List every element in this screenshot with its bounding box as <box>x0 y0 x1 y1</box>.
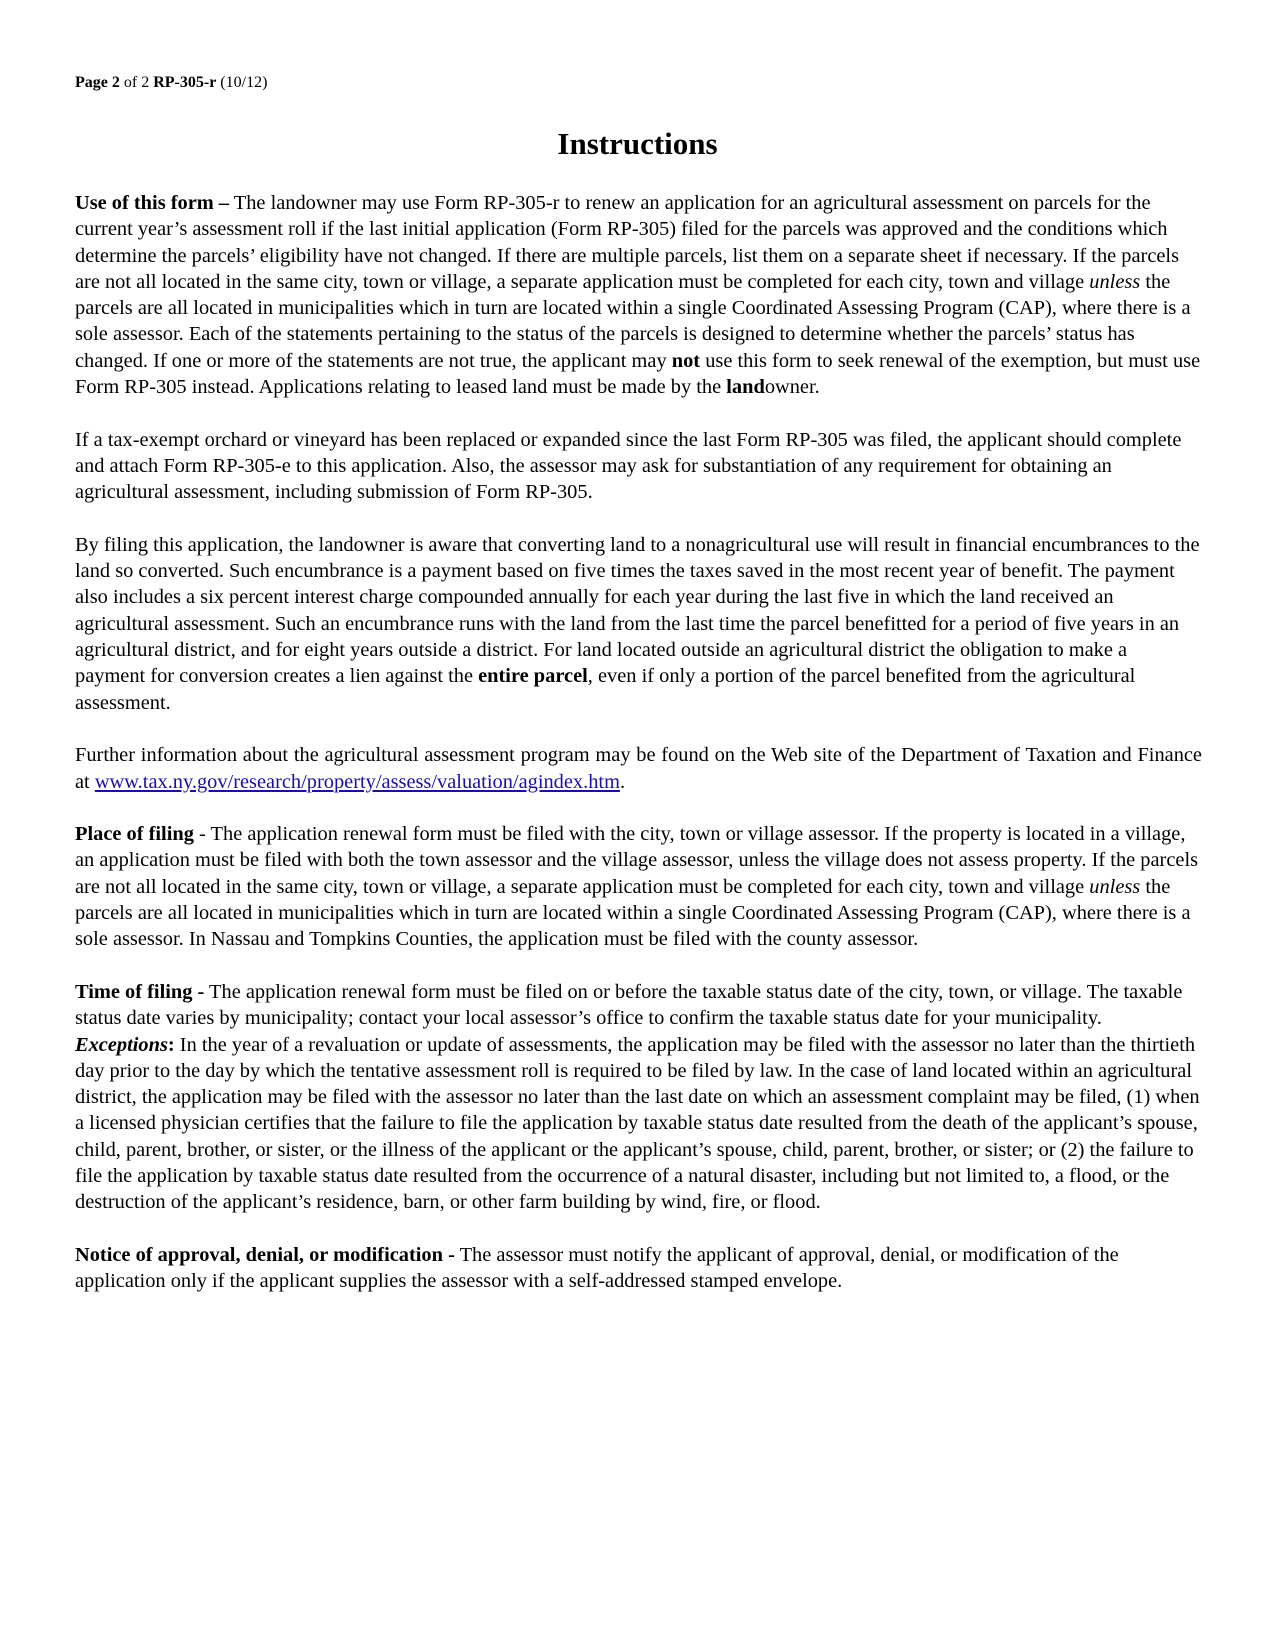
filing-awareness-paragraph <box>75 532 1202 716</box>
use-of-form-paragraph <box>75 190 1202 400</box>
filing-text-1: By filing this application, the landowner is aware that converting land to a nonagricultural use will result in financial encumbrances to the land so converted. Such encumbrance is a payment based on five times the taxes saved in the most recent year of benefit. The payment also includes a six percent interest charge compounded annually for each year during the last five in which the land received an agricultural assessment. Such an encumbrance runs with the land from the last time the parcel benefitted for a period of five years in an agricultural district, and for eight years outside a district. For land located outside an agricultural district the obligation to make a payment for conversion creates a lien against the <box>75 533 1200 688</box>
exceptions-colon: : <box>167 1033 175 1056</box>
further-text-1: Further information about the agricultural assessment program may be found on the Web site of the Department of Taxation and Finance at <box>75 744 1202 793</box>
orchard-paragraph <box>75 427 1202 506</box>
use-land-emphasis: land <box>726 376 765 399</box>
use-text-4: owner. <box>764 376 820 399</box>
page-header <box>75 73 267 93</box>
page-title: Instructions <box>557 126 718 161</box>
further-info-paragraph <box>75 742 1202 795</box>
form-revision: (10/12) <box>220 74 268 91</box>
page-of-total: of 2 <box>123 74 150 91</box>
further-text-2: . <box>619 770 626 793</box>
use-of-form-heading: Use of this form – <box>75 192 230 214</box>
place-unless-emphasis: unless <box>1089 875 1141 898</box>
use-text-3: use this form to seek renewal of the exemption, but must use Form RP-305 instead. Applications relating to leased land must be made by the <box>75 349 1201 399</box>
notice-paragraph <box>75 1242 1202 1295</box>
place-text-2: the parcels are all located in municipalities which in turn are located within a single Coordinated Assessing Program (CAP), where there is a sole assessor. In Nassau and Tompkins Counties, the application must be filed with the county assessor. <box>75 875 1191 951</box>
form-code: RP-305-r <box>153 74 217 91</box>
place-text-1: - The application renewal form must be filed with the city, town or village assessor. If the property is located in a village, an application must be filed with both the town assessor and the village assessor, unless the village does not assess property. If the parcels are not all located in the same city, town or village, a separate application must be completed for each city, town and village <box>75 823 1199 898</box>
page-label: Page 2 <box>75 74 120 91</box>
place-of-filing-heading: Place of filing <box>75 823 194 846</box>
notice-heading: Notice of approval, denial, or modification - <box>75 1243 455 1266</box>
use-text-2: the parcels are all located in municipalities which in turn are located within a single Coordinated Assessing Program (CAP), where there is a sole assessor. Each of the statements pertaining to the status of the parcels is designed to determine whether the parcels’ status has changed. If one or more of the statements are not true, the applicant may <box>75 270 1191 372</box>
time-text-2: In the year of a revaluation or update of assessments, the application may be filed with the assessor no later than the thirtieth day prior to the day by which the tentative assessment roll is required to be filed by law. In the case of land located within an agricultural district, the application may be filed with the assessor no later than the last date on which an assessment complaint may be filed, (1) when a licensed physician certifies that the failure to file the application by taxable status date resulted from the death of the applicant’s spouse, child, parent, brother, or sister, or the illness of the applicant or the applicant’s spouse, child, parent, brother, or sister; or (2) the failure to file the application by taxable status date resulted from the occurrence of a natural disaster, including but not limited to, a flood, or the destruction of the applicant’s residence, barn, or other farm building by wind, fire, or flood. <box>75 1033 1200 1214</box>
orchard-text: If a tax-exempt orchard or vineyard has been replaced or expanded since the last Form RP-305 was filed, the applicant should complete and attach Form RP-305-e to this application. Also, the assessor may ask for substantiation of any requirement for obtaining an agricultural assessment, including submission of Form RP-305. <box>75 428 1182 504</box>
time-text-1: The application renewal form must be filed on or before the taxable status date of the city, town, or village. The taxable status date varies by municipality; contact your local assessor’s office to confirm the taxable status date for your municipality. <box>75 980 1183 1030</box>
exceptions-emphasis: Exceptions <box>75 1033 168 1056</box>
time-of-filing-heading: Time of filing - <box>75 980 205 1003</box>
filing-text-2: , even if only a portion of the parcel benefited from the agricultural assessment. <box>75 665 1136 714</box>
time-of-filing-paragraph <box>75 979 1202 1216</box>
notice-text: The assessor must notify the applicant of approval, denial, or modification of the application only if the applicant supplies the assessor with a self-addressed stamped envelope. <box>75 1243 1119 1293</box>
place-of-filing-paragraph <box>75 821 1202 952</box>
use-text-1: The landowner may use Form RP-305-r to renew an application for an agricultural assessment on parcels for the current year’s assessment roll if the last initial application (Form RP-305) filed for the parcels was approved and the conditions which determine the parcels’ eligibility have not changed. If there are multiple parcels, list them on a separate sheet if necessary. If the parcels are not all located in the same city, town or village, a separate application must be completed for each city, town and village <box>75 192 1180 293</box>
instructions-body <box>75 190 1202 1321</box>
use-not-emphasis: not <box>671 349 701 372</box>
agindex-link[interactable]: www.tax.ny.gov/research/property/assess/valuation/agindex.htm <box>94 770 620 793</box>
entire-parcel-emphasis: entire parcel <box>478 665 588 688</box>
use-unless-emphasis: unless <box>1089 270 1141 293</box>
